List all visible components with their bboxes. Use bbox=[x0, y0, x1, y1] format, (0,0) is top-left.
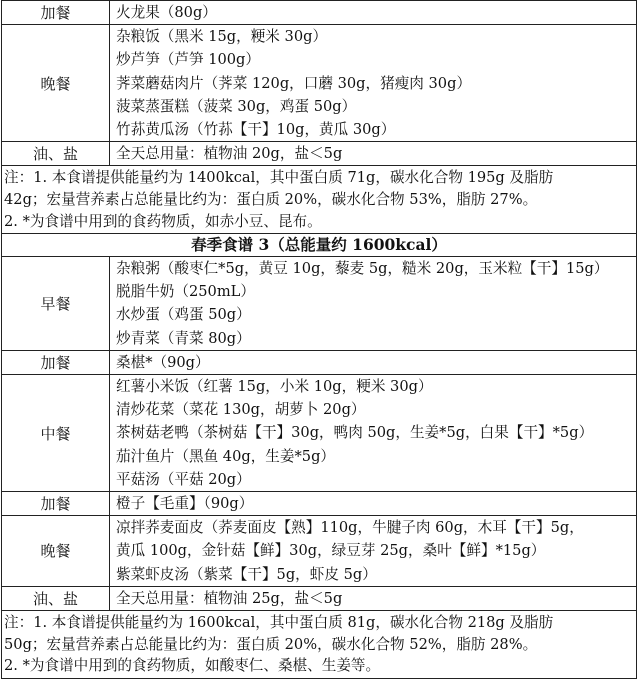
meal-name: 油、盐 bbox=[2, 142, 110, 166]
meal-row bbox=[2, 586, 637, 610]
section-title-row bbox=[2, 234, 637, 257]
meal-item: 水炒蛋（鸡蛋 50g） bbox=[116, 306, 251, 324]
meal-row bbox=[2, 375, 637, 492]
meal-item: 全天总用量：植物油 25g，盐＜5g bbox=[116, 589, 343, 607]
plan-title: 春季食谱 3（总能量约 1600kcal） bbox=[2, 234, 637, 257]
meal-row bbox=[2, 257, 637, 351]
meal-row bbox=[2, 516, 637, 587]
meal-item: 清炒花菜（菜花 130g，胡萝卜 20g） bbox=[116, 401, 366, 419]
meal-items bbox=[110, 257, 637, 351]
meal-row bbox=[2, 491, 637, 515]
notes-cell bbox=[2, 610, 637, 678]
meal-items bbox=[110, 516, 637, 587]
meal-item: 紫菜虾皮汤（紫菜【干】5g，虾皮 5g） bbox=[116, 565, 377, 583]
meal-item: 黄瓜 100g，金针菇【鲜】30g，绿豆芽 25g，桑叶【鲜】*15g） bbox=[116, 542, 546, 560]
meal-items bbox=[110, 491, 637, 515]
notes-row bbox=[2, 610, 637, 678]
meal-items bbox=[110, 25, 637, 142]
meal-plan-table bbox=[1, 0, 637, 679]
meal-item: 全天总用量：植物油 20g，盐＜5g bbox=[116, 145, 343, 163]
meal-row bbox=[2, 25, 637, 142]
meal-item: 火龙果（80g） bbox=[116, 4, 217, 21]
meal-item: 杂粮粥（酸枣仁*5g，黄豆 10g，藜麦 5g，糙米 20g，玉米粒【干】15g） bbox=[116, 260, 609, 278]
note-line: 注：1. 本食谱提供能量约为 1600kcal，其中蛋白质 81g，碳水化合物 218g 及脂肪 bbox=[4, 613, 554, 631]
note-line: 50g；宏量营养素占总能量比约为：蛋白质 20%，碳水化合物 52%，脂肪 28%。 bbox=[4, 635, 538, 653]
meal-item: 脱脂牛奶（250mL） bbox=[116, 283, 255, 301]
meal-item: 茄汁鱼片（黑鱼 40g，生姜*5g） bbox=[116, 447, 336, 465]
meal-item: 炒青菜（青菜 80g） bbox=[116, 329, 251, 347]
meal-name: 加餐 bbox=[2, 491, 110, 515]
meal-row bbox=[2, 142, 637, 166]
meal-item: 红薯小米饭（红薯 15g，小米 10g，粳米 30g） bbox=[116, 378, 433, 396]
meal-item: 杂粮饭（黑米 15g，粳米 30g） bbox=[116, 28, 328, 46]
meal-item: 桑椹*（90g） bbox=[116, 353, 210, 371]
meal-item: 平菇汤（平菇 20g） bbox=[116, 470, 251, 488]
meal-item: 橙子【毛重】（90g） bbox=[116, 494, 254, 512]
meal-items bbox=[110, 350, 637, 374]
meal-name: 加餐 bbox=[2, 350, 110, 374]
note-line: 42g；宏量营养素占总能量比约为：蛋白质 20%，碳水化合物 53%，脂肪 27%。 bbox=[4, 190, 538, 208]
meal-name: 早餐 bbox=[2, 257, 110, 351]
meal-items bbox=[110, 1, 637, 25]
meal-items bbox=[110, 586, 637, 610]
meal-items bbox=[110, 142, 637, 166]
meal-row bbox=[2, 350, 637, 374]
note-line: 2. *为食谱中用到的食药物质，如赤小豆、昆布。 bbox=[4, 212, 322, 230]
notes-row bbox=[2, 166, 637, 234]
meal-item: 茶树菇老鸭（茶树菇【干】30g，鸭肉 50g，生姜*5g，白果【干】*5g） bbox=[116, 424, 594, 442]
meal-name: 加餐 bbox=[2, 1, 110, 25]
meal-name: 中餐 bbox=[2, 375, 110, 492]
meal-row bbox=[2, 1, 637, 25]
meal-item: 荠菜蘑菇肉片（荠菜 120g，口蘑 30g，猪瘦肉 30g） bbox=[116, 74, 472, 92]
meal-item: 菠菜蒸蛋糕（菠菜 30g，鸡蛋 50g） bbox=[116, 97, 357, 115]
meal-plan-body bbox=[2, 1, 637, 679]
meal-name: 晚餐 bbox=[2, 516, 110, 587]
notes-cell bbox=[2, 166, 637, 234]
note-line: 2. *为食谱中用到的食药物质，如酸枣仁、桑椹、生姜等。 bbox=[4, 657, 381, 675]
meal-item: 竹荪黄瓜汤（竹荪【干】10g，黄瓜 30g） bbox=[116, 120, 396, 138]
meal-items bbox=[110, 375, 637, 492]
meal-name: 晚餐 bbox=[2, 25, 110, 142]
meal-item: 凉拌荞麦面皮（荞麦面皮【熟】110g，牛腱子肉 60g，木耳【干】5g， bbox=[116, 519, 584, 537]
meal-item: 炒芦笋（芦笋 100g） bbox=[116, 51, 260, 69]
meal-name: 油、盐 bbox=[2, 586, 110, 610]
note-line: 注：1. 本食谱提供能量约为 1400kcal，其中蛋白质 71g，碳水化合物 195g 及脂肪 bbox=[4, 169, 554, 187]
